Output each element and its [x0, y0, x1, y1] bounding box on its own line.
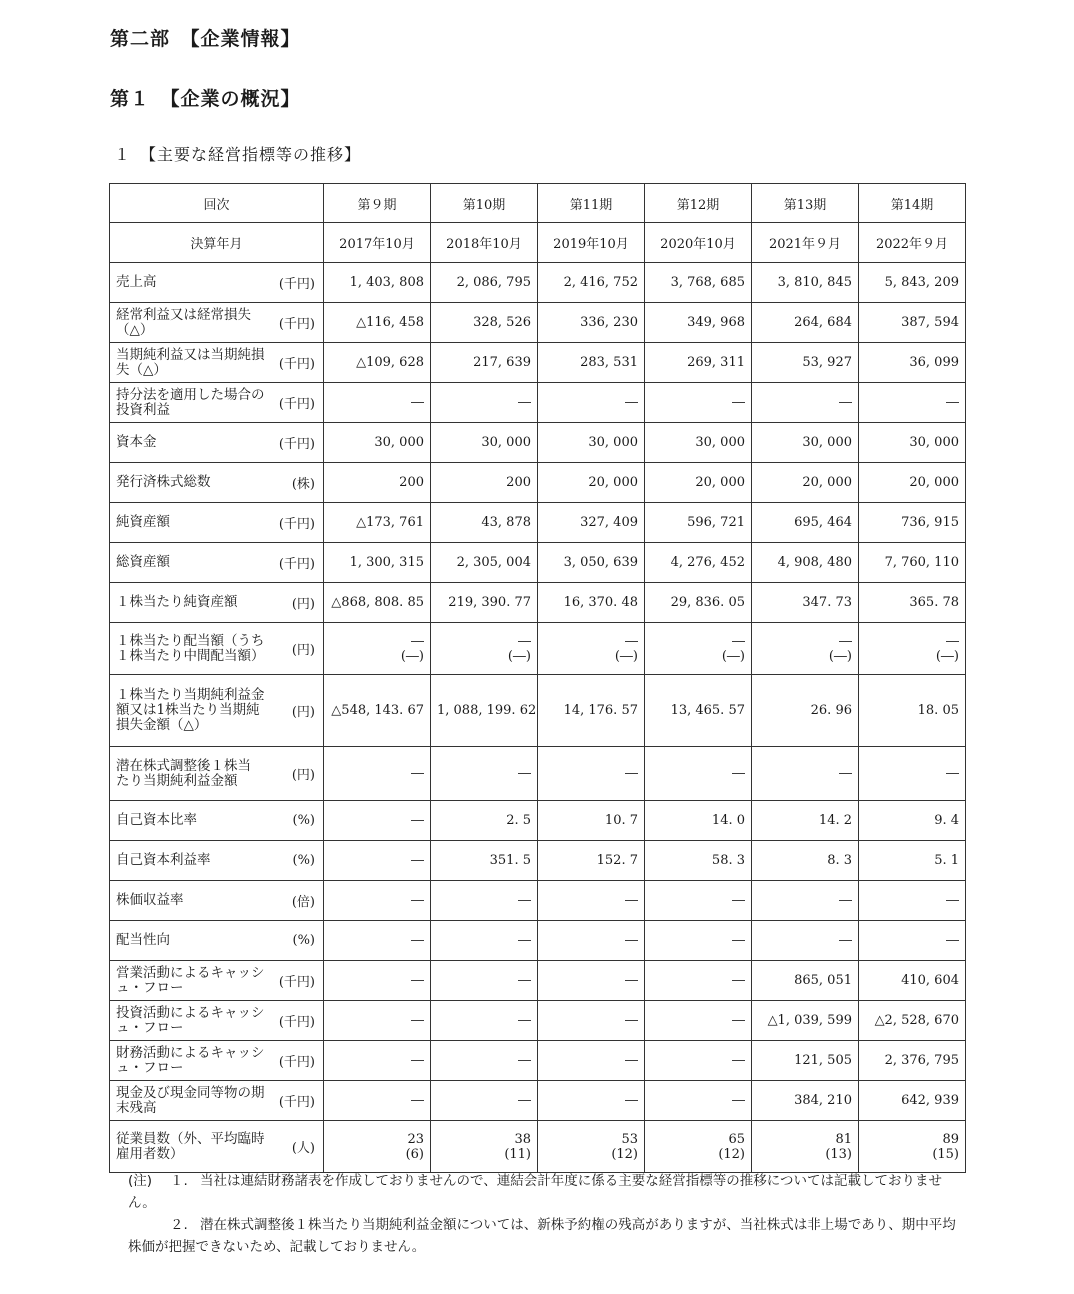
data-cell	[859, 623, 966, 675]
data-cell: ―	[538, 881, 645, 921]
data-cell: 2, 305, 004	[431, 543, 538, 583]
data-cell: ―	[538, 1081, 645, 1121]
employee-count: 38	[514, 1131, 531, 1147]
data-cell: 3, 768, 685	[645, 263, 752, 303]
data-cell: ―	[752, 383, 859, 423]
row-label-cell	[110, 303, 324, 343]
row-label-cell	[110, 543, 324, 583]
note-1	[128, 1170, 968, 1214]
data-cell: ―	[538, 747, 645, 801]
row-unit: (円)	[291, 705, 315, 720]
data-cell: ―	[752, 881, 859, 921]
data-cell: ―	[859, 881, 966, 921]
interim-dividend-value: (―)	[721, 648, 745, 664]
row-unit: (千円)	[278, 1055, 315, 1070]
row-label: 営業活動によるキャッシュ・フロー	[116, 964, 265, 996]
data-cell: 30, 000	[645, 423, 752, 463]
row-unit: (円)	[291, 768, 315, 783]
data-cell	[431, 623, 538, 675]
data-cell: 30, 000	[859, 423, 966, 463]
row-label: 投資活動によるキャッシュ・フロー	[116, 1004, 265, 1036]
data-cell: 596, 721	[645, 503, 752, 543]
temp-employee-count: (6)	[405, 1146, 424, 1162]
table-row	[110, 675, 966, 747]
row-label: 株価収益率	[116, 892, 184, 908]
data-cell: 328, 526	[431, 303, 538, 343]
fiscal-date: 2018年10月	[431, 223, 538, 263]
row-unit: (千円)	[278, 1015, 315, 1030]
data-cell: ―	[645, 961, 752, 1001]
row-label: 持分法を適用した場合の投資利益	[116, 386, 265, 418]
data-cell: 1, 403, 808	[324, 263, 431, 303]
data-cell: 14, 176. 57	[538, 675, 645, 747]
header-period: 第12期	[645, 184, 752, 223]
temp-employee-count: (12)	[718, 1146, 745, 1162]
financial-indicators-table	[109, 183, 966, 1173]
row-unit: (千円)	[278, 557, 315, 572]
data-cell: ―	[431, 383, 538, 423]
data-cell: 20, 000	[645, 463, 752, 503]
data-cell: 349, 968	[645, 303, 752, 343]
table-row-dividend	[110, 623, 966, 675]
row-label-cell	[110, 583, 324, 623]
data-cell: ―	[859, 747, 966, 801]
fiscal-date: 2021年９月	[752, 223, 859, 263]
data-cell	[645, 623, 752, 675]
data-cell: ―	[324, 921, 431, 961]
table-row	[110, 961, 966, 1001]
data-cell: ―	[431, 1001, 538, 1041]
data-cell: ―	[538, 1041, 645, 1081]
fiscal-date: 2022年９月	[859, 223, 966, 263]
data-cell	[324, 623, 431, 675]
row-label-cell	[110, 801, 324, 841]
row-unit: (千円)	[278, 517, 315, 532]
row-label: 純資産額	[116, 514, 170, 530]
table-row	[110, 583, 966, 623]
dates-label: 決算年月	[110, 223, 324, 263]
data-cell: 152. 7	[538, 841, 645, 881]
table-dates-row	[110, 223, 966, 263]
data-cell	[538, 623, 645, 675]
data-cell: 736, 915	[859, 503, 966, 543]
data-cell: 36, 099	[859, 343, 966, 383]
data-cell: ―	[645, 881, 752, 921]
data-cell: 30, 000	[324, 423, 431, 463]
data-cell: 2, 416, 752	[538, 263, 645, 303]
row-unit: (倍)	[291, 895, 315, 910]
data-cell: △548, 143. 67	[324, 675, 431, 747]
row-label-cell	[110, 961, 324, 1001]
row-label: 潜在株式調整後１株当たり当期純利益金額	[116, 757, 251, 789]
table-row	[110, 383, 966, 423]
row-label-cell	[110, 623, 324, 675]
row-label-cell	[110, 921, 324, 961]
dividend-value: ―	[411, 633, 424, 649]
data-cell: 865, 051	[752, 961, 859, 1001]
row-unit: (人)	[291, 1141, 315, 1156]
row-label-cell	[110, 463, 324, 503]
data-cell	[324, 1121, 431, 1173]
data-cell: ―	[538, 961, 645, 1001]
table-row	[110, 463, 966, 503]
data-cell	[645, 1121, 752, 1173]
dividend-value: ―	[946, 633, 959, 649]
data-cell: 200	[431, 463, 538, 503]
table-row	[110, 747, 966, 801]
data-cell: 13, 465. 57	[645, 675, 752, 747]
data-cell: ―	[538, 1001, 645, 1041]
data-cell: △173, 761	[324, 503, 431, 543]
table-row	[110, 881, 966, 921]
data-cell: 14. 2	[752, 801, 859, 841]
table-row	[110, 303, 966, 343]
row-label-cell	[110, 1121, 324, 1173]
data-cell: 20, 000	[752, 463, 859, 503]
data-cell: ―	[431, 921, 538, 961]
data-cell: 264, 684	[752, 303, 859, 343]
row-unit: (%)	[292, 813, 315, 828]
row-label: 当期純利益又は当期純損失（△）	[116, 346, 265, 378]
data-cell: 5. 1	[859, 841, 966, 881]
temp-employee-count: (13)	[825, 1146, 852, 1162]
row-label-cell	[110, 675, 324, 747]
data-cell: ―	[645, 1081, 752, 1121]
data-cell: ―	[431, 1081, 538, 1121]
data-cell: 217, 639	[431, 343, 538, 383]
header-period: 第13期	[752, 184, 859, 223]
data-cell: ―	[752, 747, 859, 801]
table-row	[110, 1041, 966, 1081]
fiscal-date: 2019年10月	[538, 223, 645, 263]
interim-dividend-value: (―)	[507, 648, 531, 664]
row-label-cell	[110, 423, 324, 463]
data-cell: 365. 78	[859, 583, 966, 623]
data-cell: 410, 604	[859, 961, 966, 1001]
data-cell: △1, 039, 599	[752, 1001, 859, 1041]
dividend-value: ―	[839, 633, 852, 649]
data-cell: 43, 878	[431, 503, 538, 543]
data-cell: ―	[324, 1041, 431, 1081]
row-label: 従業員数（外、平均臨時雇用者数）	[116, 1130, 265, 1162]
data-cell: 283, 531	[538, 343, 645, 383]
data-cell: 336, 230	[538, 303, 645, 343]
data-cell: ―	[324, 841, 431, 881]
data-cell: 26. 96	[752, 675, 859, 747]
header-period: 第９期	[324, 184, 431, 223]
row-label-cell	[110, 263, 324, 303]
row-label: 発行済株式総数	[116, 474, 211, 490]
data-cell: 219, 390. 77	[431, 583, 538, 623]
data-cell: 30, 000	[538, 423, 645, 463]
data-cell: 269, 311	[645, 343, 752, 383]
data-cell: 5, 843, 209	[859, 263, 966, 303]
table-row	[110, 921, 966, 961]
data-cell: ―	[752, 921, 859, 961]
dividend-value: ―	[518, 633, 531, 649]
data-cell: ―	[431, 747, 538, 801]
data-cell: ―	[538, 921, 645, 961]
row-unit: (%)	[292, 853, 315, 868]
data-cell: ―	[324, 383, 431, 423]
data-cell: 2, 086, 795	[431, 263, 538, 303]
row-unit: (千円)	[278, 317, 315, 332]
header-period: 第11期	[538, 184, 645, 223]
row-label: 自己資本比率	[116, 812, 197, 828]
data-cell: 347. 73	[752, 583, 859, 623]
data-cell: ―	[645, 383, 752, 423]
data-cell: 2. 5	[431, 801, 538, 841]
header-period: 第14期	[859, 184, 966, 223]
note-prefix: (注)	[128, 1173, 153, 1189]
data-cell: 327, 409	[538, 503, 645, 543]
row-unit: (千円)	[278, 277, 315, 292]
employee-count: 89	[942, 1131, 959, 1147]
interim-dividend-value: (―)	[935, 648, 959, 664]
data-cell	[431, 1121, 538, 1173]
data-cell	[859, 1121, 966, 1173]
header-label: 回次	[110, 184, 324, 223]
row-label-cell	[110, 343, 324, 383]
data-cell: 200	[324, 463, 431, 503]
employee-count: 65	[728, 1131, 745, 1147]
data-cell: ―	[324, 747, 431, 801]
note-2	[128, 1214, 968, 1258]
row-label-cell	[110, 383, 324, 423]
row-label-cell	[110, 841, 324, 881]
row-label: 総資産額	[116, 554, 170, 570]
interim-dividend-value: (―)	[614, 648, 638, 664]
header-period: 第10期	[431, 184, 538, 223]
employee-count: 53	[621, 1131, 638, 1147]
chapter-title: 第１ 【企業の概況】	[110, 88, 301, 110]
row-unit: (千円)	[278, 437, 315, 452]
table-header-row	[110, 184, 966, 223]
data-cell: △116, 458	[324, 303, 431, 343]
interim-dividend-value: (―)	[828, 648, 852, 664]
data-cell: 16, 370. 48	[538, 583, 645, 623]
data-cell: 2, 376, 795	[859, 1041, 966, 1081]
interim-dividend-value: (―)	[400, 648, 424, 664]
row-label-cell	[110, 881, 324, 921]
data-cell: ―	[324, 1081, 431, 1121]
data-cell: ―	[431, 881, 538, 921]
data-cell: ―	[859, 921, 966, 961]
data-cell: 351. 5	[431, 841, 538, 881]
row-unit: (千円)	[278, 397, 315, 412]
table-row	[110, 801, 966, 841]
note-2-index: ２.	[170, 1217, 188, 1233]
row-label-cell	[110, 747, 324, 801]
data-cell: 3, 810, 845	[752, 263, 859, 303]
data-cell: ―	[431, 961, 538, 1001]
employee-count: 23	[407, 1131, 424, 1147]
row-unit: (株)	[291, 477, 315, 492]
data-cell	[752, 623, 859, 675]
data-cell: 14. 0	[645, 801, 752, 841]
data-cell: △868, 808. 85	[324, 583, 431, 623]
table-row	[110, 1081, 966, 1121]
data-cell	[538, 1121, 645, 1173]
data-cell: ―	[645, 1001, 752, 1041]
temp-employee-count: (15)	[932, 1146, 959, 1162]
row-label: 配当性向	[116, 932, 170, 948]
data-cell: ―	[645, 1041, 752, 1081]
data-cell: △109, 628	[324, 343, 431, 383]
row-label: 現金及び現金同等物の期末残高	[116, 1084, 265, 1116]
employee-count: 81	[835, 1131, 852, 1147]
row-unit: (千円)	[278, 975, 315, 990]
note-1-index: １.	[170, 1173, 188, 1189]
data-cell: 3, 050, 639	[538, 543, 645, 583]
table-row	[110, 543, 966, 583]
dividend-value: ―	[625, 633, 638, 649]
temp-employee-count: (12)	[611, 1146, 638, 1162]
row-label: １株当たり純資産額	[116, 594, 238, 610]
data-cell: 387, 594	[859, 303, 966, 343]
row-unit: (千円)	[278, 357, 315, 372]
data-cell: 58. 3	[645, 841, 752, 881]
data-cell: ―	[645, 921, 752, 961]
data-cell	[752, 1121, 859, 1173]
data-cell: 1, 088, 199. 62	[431, 675, 538, 747]
fiscal-date: 2020年10月	[645, 223, 752, 263]
row-label: 経常利益又は経常損失（△）	[116, 306, 251, 338]
data-cell: ―	[645, 747, 752, 801]
table-row	[110, 503, 966, 543]
data-cell: 18. 05	[859, 675, 966, 747]
row-label: １株当たり当期純利益金額又は1株当たり当期純損失金額（△）	[116, 687, 265, 733]
temp-employee-count: (11)	[504, 1146, 531, 1162]
row-label-cell	[110, 1081, 324, 1121]
row-label: 売上高	[116, 274, 157, 290]
data-cell: ―	[324, 1001, 431, 1041]
section-title: １ 【主要な経営指標等の推移】	[114, 145, 362, 164]
note-2-text: 潜在株式調整後１株当たり当期純利益金額については、新株予約権の残高がありますが、当社株式は非上場であり、期中平均株価が把握できないため、記載しておりません。	[128, 1217, 956, 1255]
note-1-text: 当社は連結財務諸表を作成しておりませんので、連結会計年度に係る主要な経営指標等の推移については記載しておりません。	[128, 1173, 942, 1211]
data-cell: 10. 7	[538, 801, 645, 841]
data-cell: 384, 210	[752, 1081, 859, 1121]
table-row	[110, 1001, 966, 1041]
data-cell: 4, 276, 452	[645, 543, 752, 583]
table-row	[110, 343, 966, 383]
row-label: 資本金	[116, 434, 157, 450]
table-row	[110, 263, 966, 303]
data-cell: ―	[324, 961, 431, 1001]
row-label: １株当たり配当額（うち１株当たり中間配当額）	[116, 632, 265, 664]
data-cell: 1, 300, 315	[324, 543, 431, 583]
data-cell: ―	[324, 881, 431, 921]
data-cell: ―	[431, 1041, 538, 1081]
row-unit: (円)	[291, 643, 315, 658]
data-cell: 30, 000	[431, 423, 538, 463]
row-label: 自己資本利益率	[116, 852, 211, 868]
data-cell: 642, 939	[859, 1081, 966, 1121]
part-title: 第二部 【企業情報】	[110, 28, 301, 50]
row-unit: (円)	[291, 597, 315, 612]
row-label-cell	[110, 503, 324, 543]
data-cell: 30, 000	[752, 423, 859, 463]
data-cell: ―	[538, 383, 645, 423]
dividend-value: ―	[732, 633, 745, 649]
row-unit: (%)	[292, 933, 315, 948]
row-label-cell	[110, 1001, 324, 1041]
data-cell: 20, 000	[538, 463, 645, 503]
data-cell: 4, 908, 480	[752, 543, 859, 583]
row-label: 財務活動によるキャッシュ・フロー	[116, 1044, 265, 1076]
data-cell: 9. 4	[859, 801, 966, 841]
data-cell: 29, 836. 05	[645, 583, 752, 623]
data-cell: ―	[324, 801, 431, 841]
data-cell: 20, 000	[859, 463, 966, 503]
data-cell: 121, 505	[752, 1041, 859, 1081]
data-cell: 695, 464	[752, 503, 859, 543]
data-cell: 7, 760, 110	[859, 543, 966, 583]
data-cell: ―	[859, 383, 966, 423]
table-row	[110, 423, 966, 463]
data-cell: △2, 528, 670	[859, 1001, 966, 1041]
data-cell: 8. 3	[752, 841, 859, 881]
table-row-employees	[110, 1121, 966, 1173]
fiscal-date: 2017年10月	[324, 223, 431, 263]
row-label-cell	[110, 1041, 324, 1081]
row-unit: (千円)	[278, 1095, 315, 1110]
data-cell: 53, 927	[752, 343, 859, 383]
table-row	[110, 841, 966, 881]
